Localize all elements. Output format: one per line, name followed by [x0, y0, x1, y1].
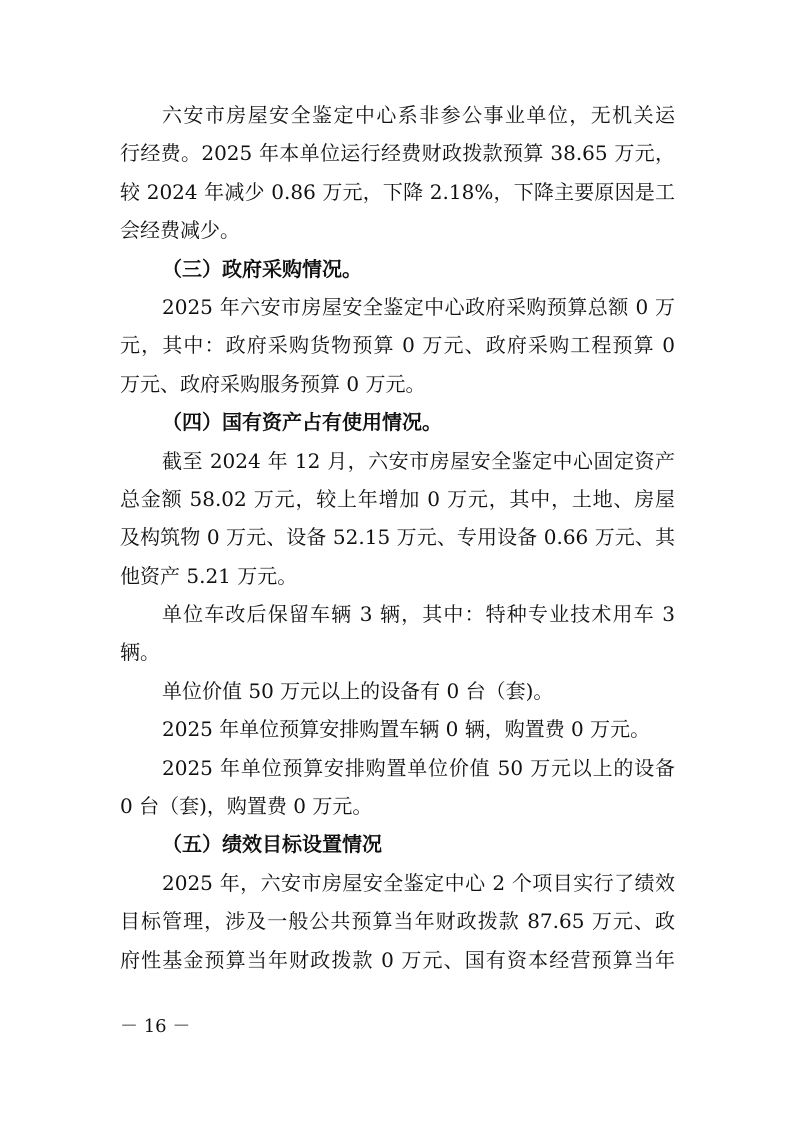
paragraph-line: 元，其中：政府采购货物预算 0 万元、政府采购工程预算 0 [120, 333, 675, 358]
paragraph-line: 六安市房屋安全鉴定中心系非参公事业单位，无机关运 [162, 103, 675, 127]
paragraph-line: 单位价值 50 万元以上的设备有 0 台（套)。 [162, 678, 554, 703]
paragraph-line: 截至 2024 年 12 月，六安市房屋安全鉴定中心固定资产 [162, 448, 675, 473]
paragraph-line: 总金额 58.02 万元，较上年增加 0 万元，其中，土地、房屋 [120, 486, 675, 511]
paragraph-line: 会经费减少。 [120, 218, 240, 243]
paragraph-line: 目标管理，涉及一般公共预算当年财政拨款 87.65 万元、政 [120, 909, 675, 934]
paragraph-line: 较 2024 年减少 0.86 万元，下降 2.18%，下降主要原因是工 [120, 179, 675, 204]
section-heading-3: （三）政府采购情况。 [162, 256, 362, 281]
paragraph-line: 他资产 5.21 万元。 [120, 563, 298, 588]
paragraph-line: 2025 年六安市房屋安全鉴定中心政府采购预算总额 0 万 [162, 294, 675, 319]
paragraph-line: 单位车改后保留车辆 3 辆，其中：特种专业技术用车 3 [162, 602, 675, 627]
section-heading-4: （四）国有资产占有使用情况。 [162, 410, 442, 435]
paragraph-line: 行经费。2025 年本单位运行经费财政拨款预算 38.65 万元， [120, 141, 675, 166]
paragraph-line: 万元、政府采购服务预算 0 万元。 [120, 371, 426, 396]
paragraph-line: 府性基金预算当年财政拨款 0 万元、国有资本经营预算当年 [120, 947, 675, 972]
section-heading-5: （五）绩效目标设置情况 [162, 832, 382, 857]
paragraph-line: 及构筑物 0 万元、设备 52.15 万元、专用设备 0.66 万元、其 [120, 525, 675, 550]
paragraph-line: 辆。 [120, 640, 160, 665]
paragraph-line: 2025 年，六安市房屋安全鉴定中心 2 个项目实行了绩效 [162, 870, 675, 895]
page-number: － 16 － [120, 1016, 191, 1037]
paragraph-line: 2025 年单位预算安排购置车辆 0 辆，购置费 0 万元。 [162, 717, 651, 742]
paragraph-line: 2025 年单位预算安排购置单位价值 50 万元以上的设备 [162, 755, 675, 780]
paragraph-line: 0 台（套)，购置费 0 万元。 [120, 794, 373, 819]
document-body [120, 96, 675, 979]
